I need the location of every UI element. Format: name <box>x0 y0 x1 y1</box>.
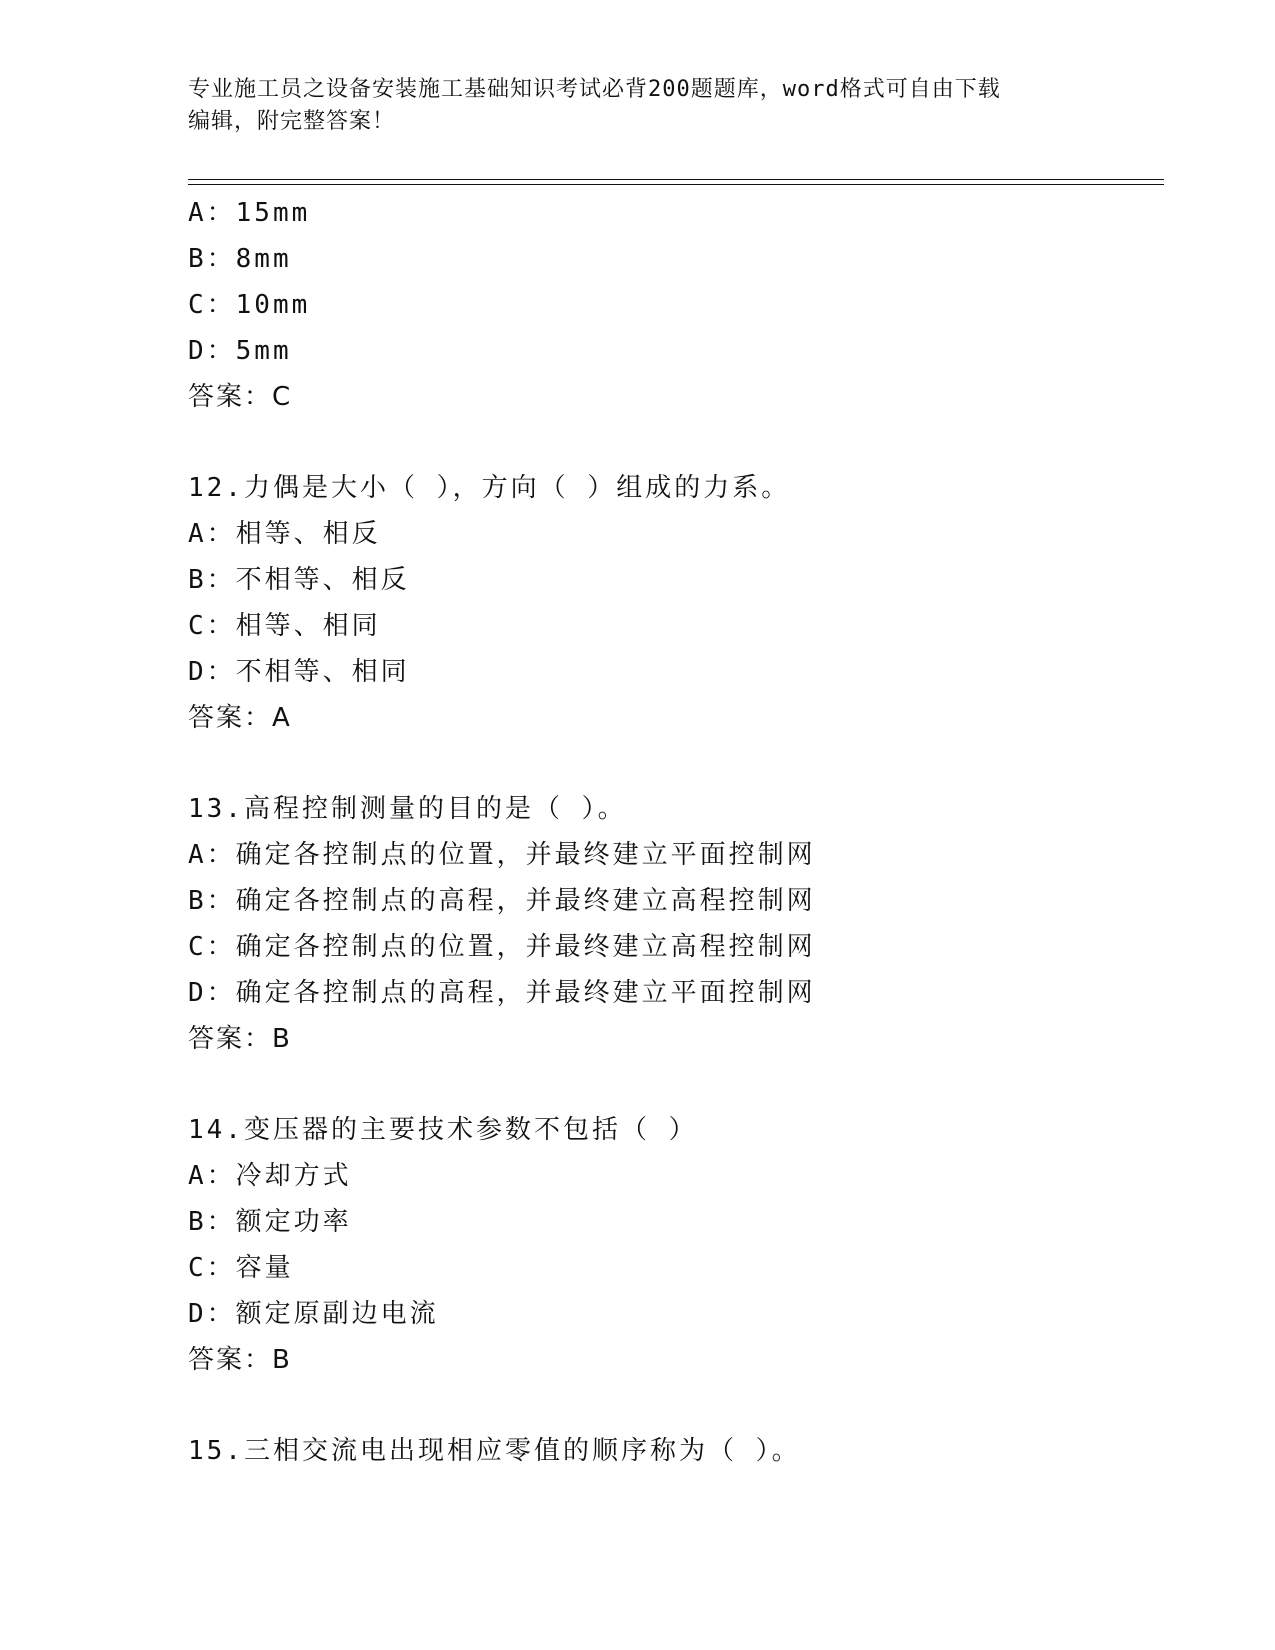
answer: 答案：C <box>188 382 293 412</box>
option-c: C：容量 <box>188 1253 294 1283</box>
question-text: 14.变压器的主要技术参数不包括（ ） <box>188 1115 698 1145</box>
answer: 答案：B <box>188 1024 292 1054</box>
question-gap <box>188 1062 1188 1107</box>
option-d: D：不相等、相同 <box>188 657 410 687</box>
option-b: B：额定功率 <box>188 1207 352 1237</box>
option-b: B：不相等、相反 <box>188 565 410 595</box>
question-text: 13.高程控制测量的目的是（ ）。 <box>188 794 627 824</box>
option-b: B：确定各控制点的高程，并最终建立高程控制网 <box>188 886 816 916</box>
option-a: A：确定各控制点的位置，并最终建立平面控制网 <box>188 840 816 870</box>
question-15 <box>188 1428 1188 1474</box>
option-b: B：8mm <box>188 244 292 274</box>
question-gap <box>188 1383 1188 1428</box>
document-header <box>188 74 1088 138</box>
option-c: C：10mm <box>188 290 311 320</box>
option-d: D：额定原副边电流 <box>188 1299 439 1329</box>
question-14 <box>188 1107 1188 1383</box>
header-divider-bottom <box>188 184 1164 185</box>
option-a: A：15mm <box>188 198 311 228</box>
option-a: A：冷却方式 <box>188 1161 352 1191</box>
question-11 <box>188 190 1188 420</box>
option-d: D：确定各控制点的高程，并最终建立平面控制网 <box>188 978 816 1008</box>
question-gap <box>188 420 1188 465</box>
question-13 <box>188 786 1188 1062</box>
question-list <box>188 190 1188 1474</box>
option-c: C：确定各控制点的位置，并最终建立高程控制网 <box>188 932 816 962</box>
header-line-1: 专业施工员之设备安装施工基础知识考试必背200题题库，word格式可自由下载 <box>188 77 1001 102</box>
option-c: C：相等、相同 <box>188 611 381 641</box>
option-a: A：相等、相反 <box>188 519 381 549</box>
answer: 答案：A <box>188 703 292 733</box>
answer: 答案：B <box>188 1345 292 1375</box>
question-12 <box>188 465 1188 741</box>
question-text: 12.力偶是大小（ ），方向（ ）组成的力系。 <box>188 473 791 503</box>
header-divider-top <box>188 179 1164 180</box>
question-gap <box>188 741 1188 786</box>
question-text: 15.三相交流电出现相应零值的顺序称为（ ）。 <box>188 1436 801 1466</box>
option-d: D：5mm <box>188 336 292 366</box>
header-line-2: 编辑，附完整答案！ <box>188 109 396 134</box>
